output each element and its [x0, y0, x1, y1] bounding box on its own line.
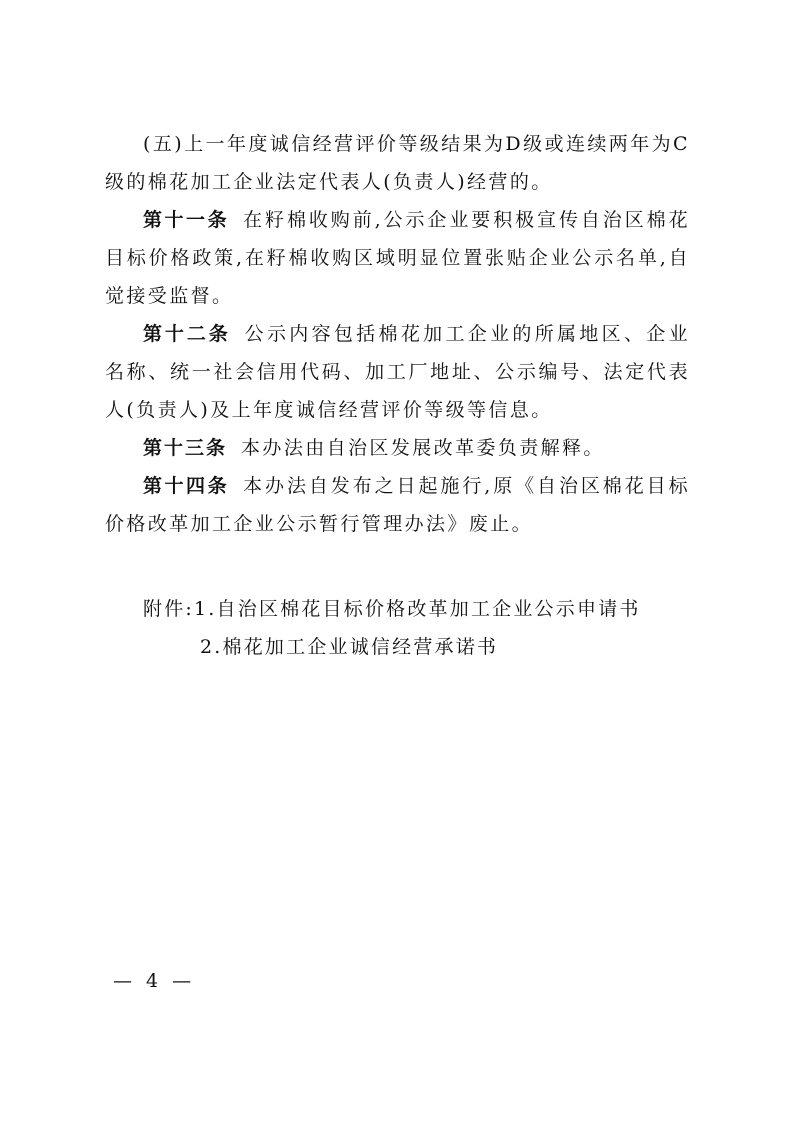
article-text: 本办法自发布之日起施行,原《自治区棉花目标价格改革加工企业公示暂行管理办法》废止。 [105, 475, 690, 535]
article-label: 第十二条 [143, 323, 231, 345]
attachments-prefix: 附件: [143, 598, 195, 620]
article-text: 本办法由自治区发展改革委负责解释。 [241, 437, 605, 459]
page-number: — 4 — [113, 970, 196, 992]
body-text [105, 125, 690, 543]
article-label: 第十四条 [143, 475, 230, 497]
article-label: 第十三条 [143, 437, 228, 459]
paragraph-text: (五)上一年度诚信经营评价等级结果为D级或连续两年为C级的棉花加工企业法定代表人(负责人)经营的。 [105, 133, 690, 193]
attachment-title: 1.自治区棉花目标价格改革加工企业公示申请书 [194, 598, 641, 620]
article-13 [105, 429, 690, 467]
paragraph-item-5 [105, 125, 690, 201]
attachment-title: 2.棉花加工企业诚信经营承诺书 [200, 636, 499, 658]
attachments-list [143, 590, 641, 666]
article-text: 公示内容包括棉花加工企业的所属地区、企业名称、统一社会信用代码、加工厂地址、公示编号、法定代表人(负责人)及上年度诚信经营评价等级等信息。 [105, 323, 690, 421]
attachment-item [143, 628, 641, 666]
article-14 [105, 467, 690, 543]
article-label: 第十一条 [143, 209, 230, 231]
article-text: 在籽棉收购前,公示企业要积极宣传自治区棉花目标价格政策,在籽棉收购区域明显位置张贴企业公示名单,自觉接受监督。 [105, 209, 690, 307]
attachment-item [143, 590, 641, 628]
article-12 [105, 315, 690, 429]
article-11 [105, 201, 690, 315]
